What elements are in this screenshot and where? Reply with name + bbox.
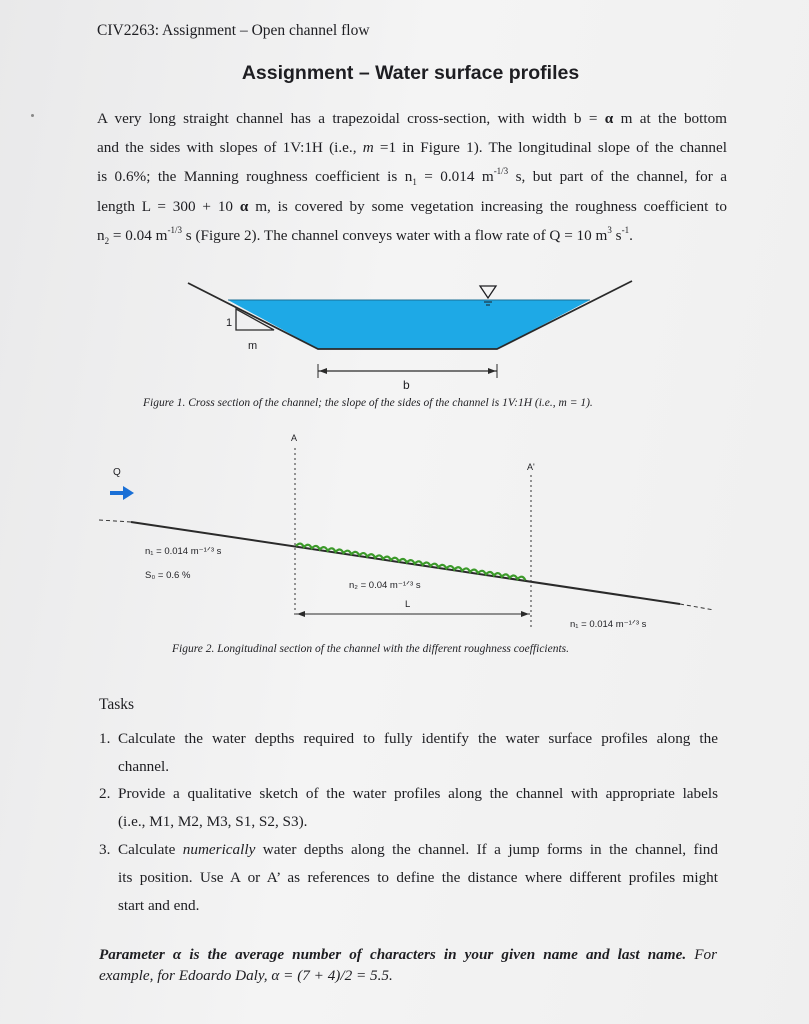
n1-downstream-label: n₁ = 0.014 m⁻¹ᐟ³ s [570,619,647,630]
downstream-dash [680,604,714,610]
channel-bed [131,522,680,604]
intro-line-2: and the sides with slopes of 1V:1H (i.e., m =1 in Figure 1). The longitudinal slope of the channel [97,139,727,157]
assignment-page: CIV2263: Assignment – Open channel flow Assignment – Water surface profiles A very long straight channel has a trapezoidal cross-section, with width b = α m at the bottom and the sides with slopes of 1V:1H (i.e., m =1 in Figure 1). The longitudinal slope of the channel is 0.6%; the Manning roughness coefficient is $n_1 = 0.014$ $m^{-1/3}$ s, but part of the channel, for a length L = 300 + 10 α m, is covered by some vegetation increasing the roughness coefficient to $n_2 = 0.04$ $m^{-1/3}$ s (Figure 2). The channel conveys water with a flow rate of Q = 10 $m^3$ $s^{-1}$. 1 m b Figure 1. Cross section of the channel; the slope of the sides of the channel is 1V:1H (i.e., m = 1). Q A A' n₁ = 0.014 m⁻¹ᐟ³ s S₀ = 0.6 % n₂ = 0.04 m⁻¹ᐟ³ s L n₁ = 0.014 m⁻¹ᐟ³ s Figure 2. Longitudinal section of the channel with the different roughness coefficients. Tasks 1. Calculate the water depths required to fully identify the water surface profiles along the channel. 2. Provide a qualitative sketch of the water profiles along the channel with appropriate labels (i.e., M1, M2, M3, S1, S2, S3). 3. Calculate numerically water depths along the channel. If a jump forms in the channel, find its position. Use A or A’ as references to define the distance where different profiles might start and end. Parameter α is the average number of characters in your given name and last name. For example, for Edoardo Daly, α = (7 + 4)/2 = 5.5. [0,0,809,1024]
parameter-note: Parameter α is the average number of characters in your given name and last name. For example, for Edoardo Daly, α = (7 + 4)/2 = 5.5. [99,946,718,984]
slope-label: S₀ = 0.6 % [145,570,191,581]
width-label: b [403,378,410,392]
n1-upstream-label: n₁ = 0.014 m⁻¹ᐟ³ s [145,546,222,557]
intro-line-5: $n_2 = 0.04$ $m^{-1/3}$ s (Figure 2). The channel conveys water with a flow rate of Q = 10 $m^3$ $s^{-1}$. [97,224,633,246]
section-a-prime-label: A' [527,462,535,472]
figure-2-caption: Figure 2. Longitudinal section of the channel with the different roughness coefficients. [172,643,570,655]
tasks-heading: Tasks [99,696,135,713]
length-dimension [296,611,530,617]
n2-label: n₂ = 0.04 m⁻¹ᐟ³ s [349,580,421,591]
flow-label: Q [113,467,121,478]
page-title: Assignment – Water surface profiles [241,62,580,84]
length-label: L [405,599,411,610]
slope-one-label: 1 [226,317,233,329]
intro-line-3: is 0.6%; the Manning roughness coefficient is $n_1 = 0.014$ $m^{-1/3}$ s, but part of the channel, for a [97,166,728,188]
course-header: CIV2263: Assignment – Open channel flow [97,22,370,39]
slope-m-label: m [248,340,258,352]
vegetation-strip-full [296,543,526,580]
upstream-dash [99,520,131,522]
intro-line-4: length L = 300 + 10 α m, is covered by some vegetation increasing the roughness coefficient to [97,197,727,215]
figure-1-caption: Figure 1. Cross section of the channel; the slope of the sides of the channel is 1V:1H (i.e., m = 1). [143,397,593,409]
flow-arrow-icon [110,486,134,500]
section-a-label: A [291,433,298,443]
intro-line-1: A very long straight channel has a trapezoidal cross-section, with width b = α m at the bottom [97,110,727,127]
